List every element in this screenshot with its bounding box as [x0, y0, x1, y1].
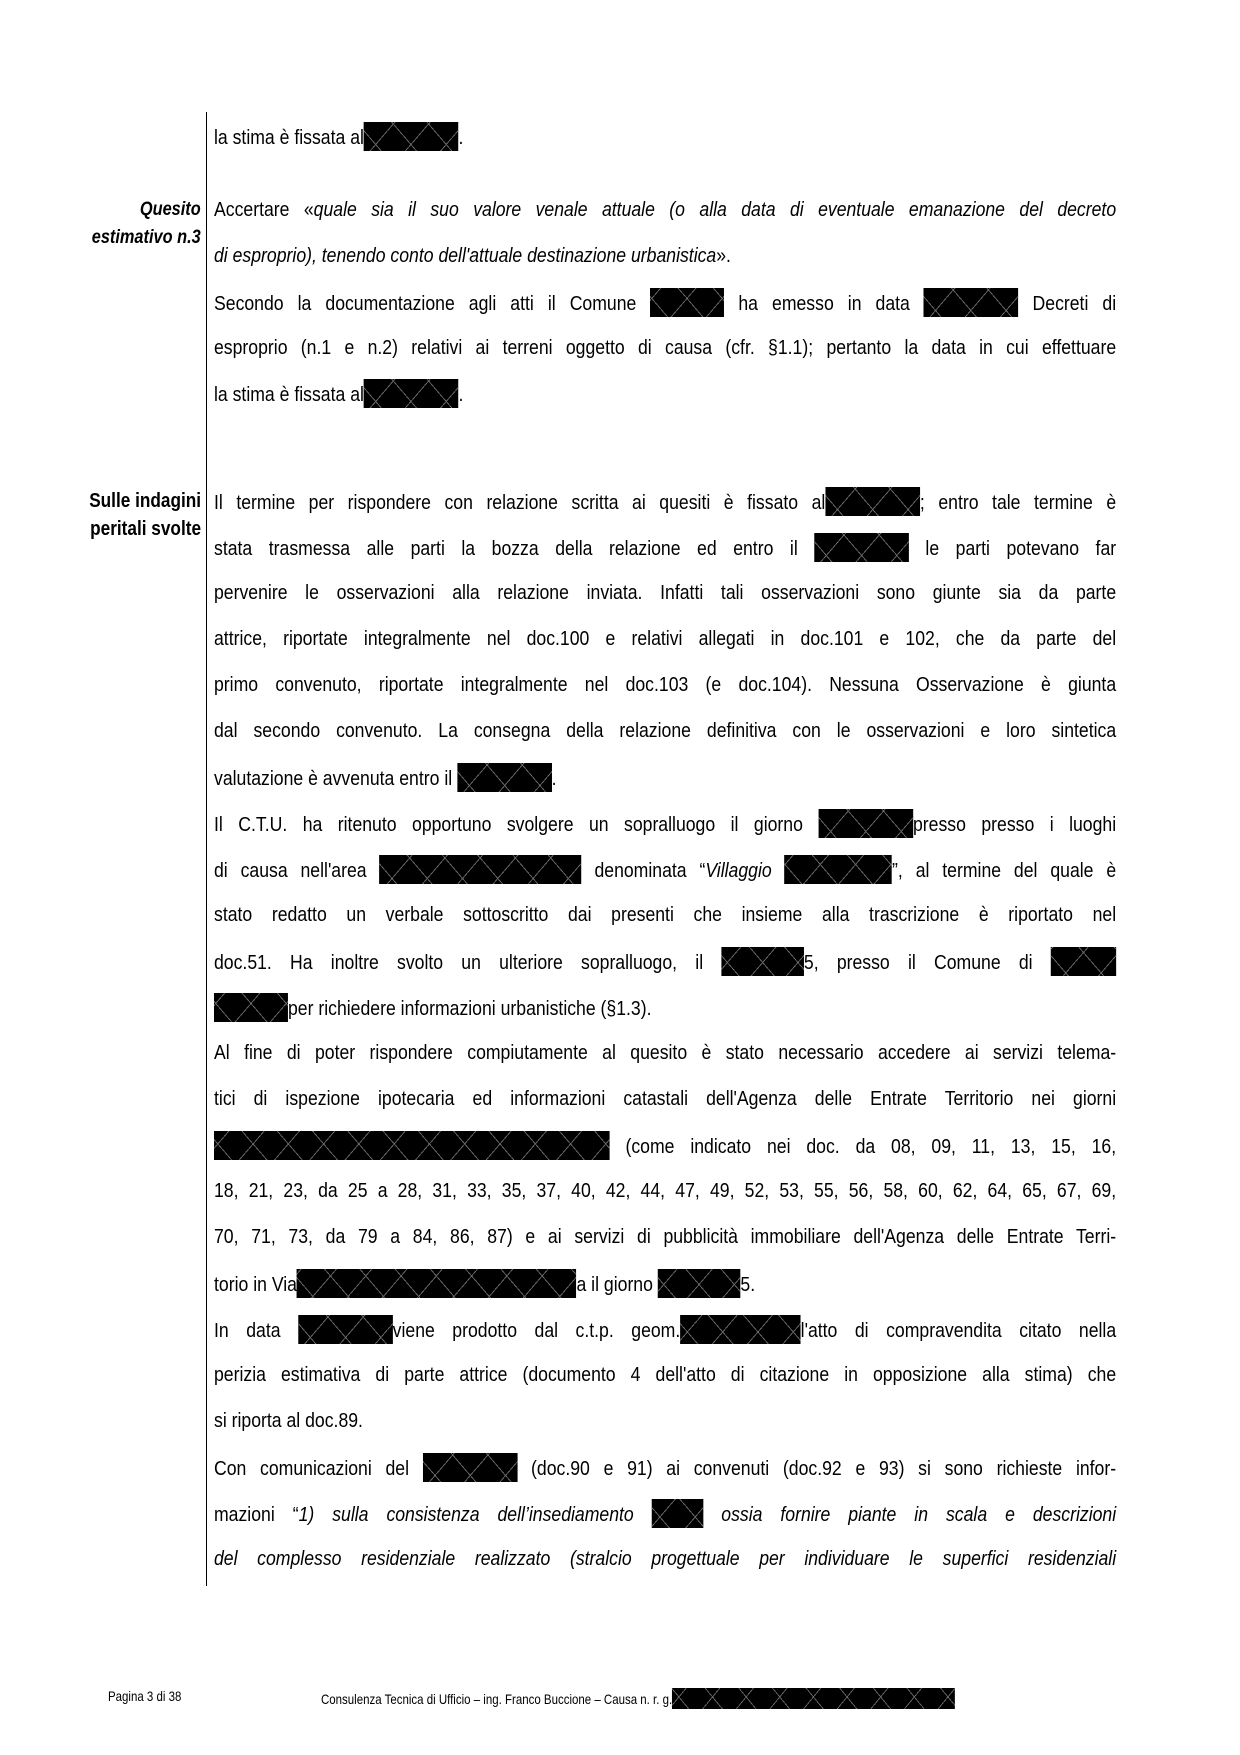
redaction — [785, 855, 893, 884]
text-line: si riporta al doc.89. — [214, 1409, 363, 1432]
text-line: pervenire le osservazioni alla relazione inviata. Infatti tali osservazioni sono giunte sia da parte — [214, 581, 1117, 604]
text-line: dal secondo convenuto. La consegna della relazione definitiva con le osservazioni e loro sintetica — [214, 719, 1117, 742]
text-line: Con comunicazioni del (doc.90 e 91) ai convenuti (doc.92 e 93) si sono richieste infor- — [214, 1453, 1116, 1483]
text-line: Al fine di poter rispondere compiutamente al quesito è stato necessario accedere ai servizi telema- — [214, 1041, 1117, 1064]
text-line: (come indicato nei doc. da 08, 09, 11, 13, 15, 16, — [214, 1131, 1116, 1161]
text-line: attrice, riportate integralmente nel doc.100 e relativi allegati in doc.101 e 102, che da parte del — [214, 627, 1117, 650]
text-line: per richiedere informazioni urbanistiche (§1.3). — [214, 993, 1116, 1023]
redaction — [818, 809, 913, 838]
redaction — [457, 763, 552, 792]
redaction — [364, 122, 459, 151]
redaction — [1051, 947, 1116, 976]
text-line: esproprio (n.1 e n.2) relativi ai terreni oggetto di causa (cfr. §1.1); pertanto la data in cui effettuare — [214, 336, 1117, 359]
redaction — [650, 288, 724, 317]
text-line: la stima è fissata al . — [214, 122, 1116, 152]
text-line: del complesso residenziale realizzato (stralcio progettuale per individuare le superfici residenziali — [214, 1547, 1117, 1570]
text-line: di causa nell'area denominata “Villaggio ”, al termine del quale è — [214, 855, 1116, 885]
redaction — [924, 288, 1019, 317]
text-line: primo convenuto, riportate integralmente nel doc.103 (e doc.104). Nessuna Osservazione è giunta — [214, 673, 1117, 696]
text-line: torio in Via a il giorno 5. — [214, 1269, 1116, 1299]
text-line: di esproprio), tenendo conto dell'attuale destinazione urbanistica». — [214, 244, 731, 267]
redaction — [297, 1269, 577, 1298]
text-line: la stima è fissata al . — [214, 379, 1116, 409]
section-heading-indagini: Sulle indagini peritali svolte — [89, 490, 201, 540]
redaction — [379, 855, 581, 884]
text-line: 18, 21, 23, da 25 a 28, 31, 33, 35, 37, 40, 42, 44, 47, 49, 52, 53, 55, 56, 58, 60, 62, 64, 65, 67, 69, — [214, 1179, 1117, 1202]
redaction — [298, 1315, 393, 1344]
text-line: tici di ispezione ipotecaria ed informazioni catastali dell'Agenza delle Entrate Territorio nei giorni — [214, 1087, 1117, 1110]
text-line: Il C.T.U. ha ritenuto opportuno svolgere un sopralluogo il giorno presso presso i luoghi — [214, 809, 1116, 839]
text-line: Il termine per rispondere con relazione scritta ai quesiti è fissato al ; entro tale termine è — [214, 487, 1116, 517]
text-line: perizia estimativa di parte attrice (documento 4 dell'atto di citazione in opposizione alla stima) che — [214, 1363, 1117, 1386]
margin-divider — [206, 112, 207, 1586]
text-line: doc.51. Ha inoltre svolto un ulteriore sopralluogo, il 5, presso il Comune di — [214, 947, 1116, 977]
redaction — [214, 1131, 610, 1160]
redaction — [658, 1269, 741, 1298]
section-heading-quesito-3: Quesito estimativo n.3 — [92, 199, 201, 248]
redaction — [364, 379, 459, 408]
redaction — [814, 533, 909, 562]
text-line: stata trasmessa alle parti la bozza della relazione ed entro il le parti potevano far — [214, 533, 1116, 563]
redaction — [214, 993, 288, 1022]
redaction — [652, 1499, 704, 1528]
text-line: 70, 71, 73, da 79 a 84, 86, 87) e ai servizi di pubblicità immobiliare dell'Agenza delle Entrate Terri- — [214, 1225, 1117, 1248]
redaction — [680, 1315, 800, 1344]
text-line: stato redatto un verbale sottoscritto dai presenti che insieme alla trascrizione è riportato nel — [214, 903, 1117, 926]
text-line: Accertare «quale sia il suo valore venale attuale (o alla data di eventuale emanazione del decreto — [214, 198, 1117, 221]
text-line: Secondo la documentazione agli atti il Comune ha emesso in data Decreti di — [214, 288, 1116, 318]
text-line: valutazione è avvenuta entro il . — [214, 763, 1116, 793]
redaction — [721, 947, 804, 976]
page-number: Pagina 3 di 38 — [108, 1688, 182, 1704]
text-line: mazioni “1) sulla consistenza dell’insediamento ossia fornire piante in scala e descrizioni — [214, 1499, 1116, 1529]
redaction — [672, 1688, 955, 1709]
redaction — [423, 1453, 518, 1482]
footer-title: Consulenza Tecnica di Ufficio – ing. Franco Buccione – Causa n. r. g. — [321, 1688, 955, 1709]
redaction — [825, 487, 920, 516]
text-line: In data viene prodotto dal c.t.p. geom. l'atto di compravendita citato nella — [214, 1315, 1116, 1345]
